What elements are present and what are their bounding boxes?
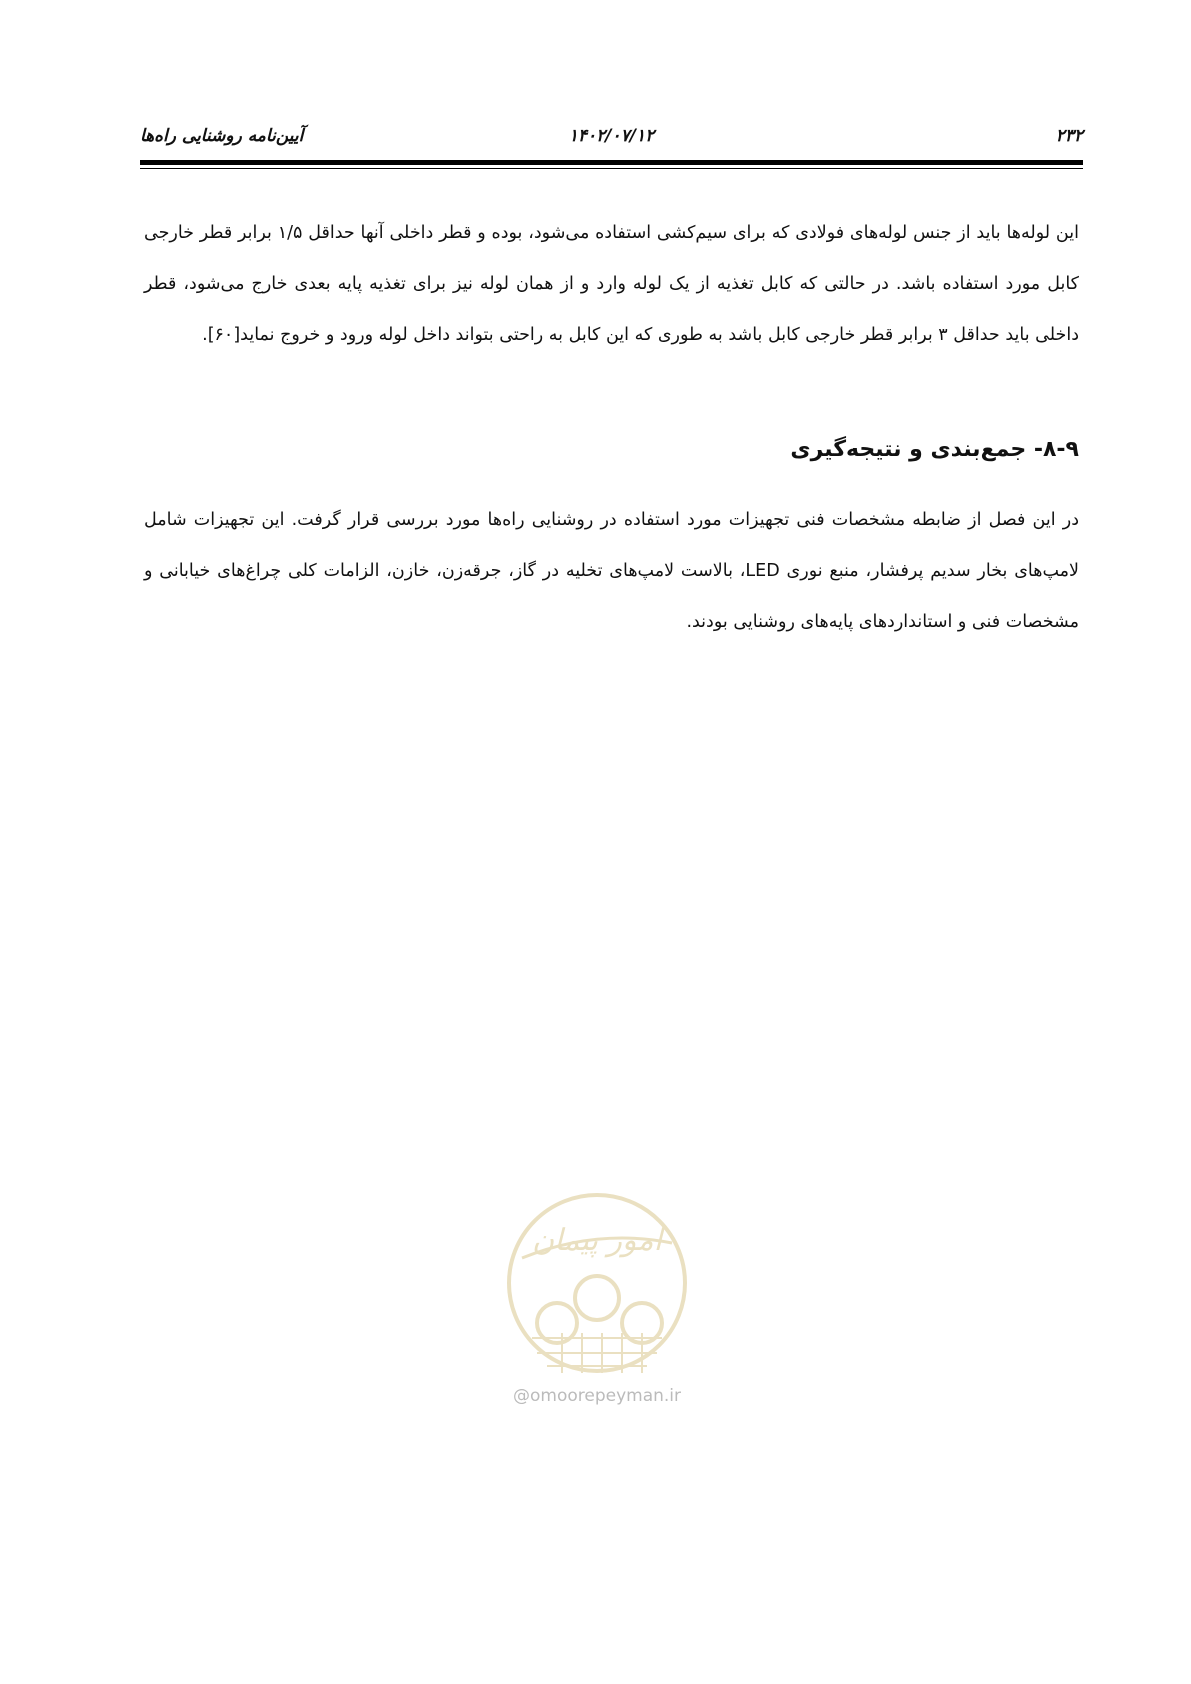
header-rule-thick [140,160,1083,165]
body-paragraph-2: در این فصل از ضابطه مشخصات فنی تجهیزات مورد استفاده در روشنایی راه‌ها مورد بررسی قرار گرفت. این تجهیزات شامل لامپ‌های بخار سدیم پرفشار، منبع نوری LED، بالاست لامپ‌های تخلیه در گاز، جرقه‌زن، خازن، الزامات کلی چراغ‌های خیابانی و مشخصات فنی و استانداردهای پایه‌های روشنایی بودند. [144,510,1080,632]
header-date: ۱۴۰۲/۰۷/۱۲ [568,126,655,146]
watermark-logo-text: امور پیمان [532,1223,662,1258]
page-number: ۲۳۲ [1055,126,1083,146]
running-title: آیین‌نامه روشنایی راه‌ها [140,126,304,146]
watermark-logo [502,1188,692,1388]
body-paragraph-1: این لوله‌ها باید از جنس لوله‌های فولادی که برای سیم‌کشی استفاده می‌شود، بوده و قطر داخلی آنها حداقل ۱/۵ برابر قطر خارجی کابل مورد استفاده باشد. در حالتی که کابل تغذیه از یک لوله وارد و از همان لوله نیز برای تغذیه پایه بعدی خارج می‌شود، قطر داخلی باید حداقل ۳ برابر قطر خارجی کابل باشد به طوری که این کابل به راحتی بتواند داخل لوله ورود و خروج نماید[۶۰]. [144,223,1079,345]
section-heading: ۸-۹- جمع‌بندی و نتیجه‌گیری [790,437,1079,462]
page-header [140,126,1083,156]
watermark-website: @omoorepeyman.ir [512,1386,682,1406]
header-rule-thin [140,168,1083,169]
